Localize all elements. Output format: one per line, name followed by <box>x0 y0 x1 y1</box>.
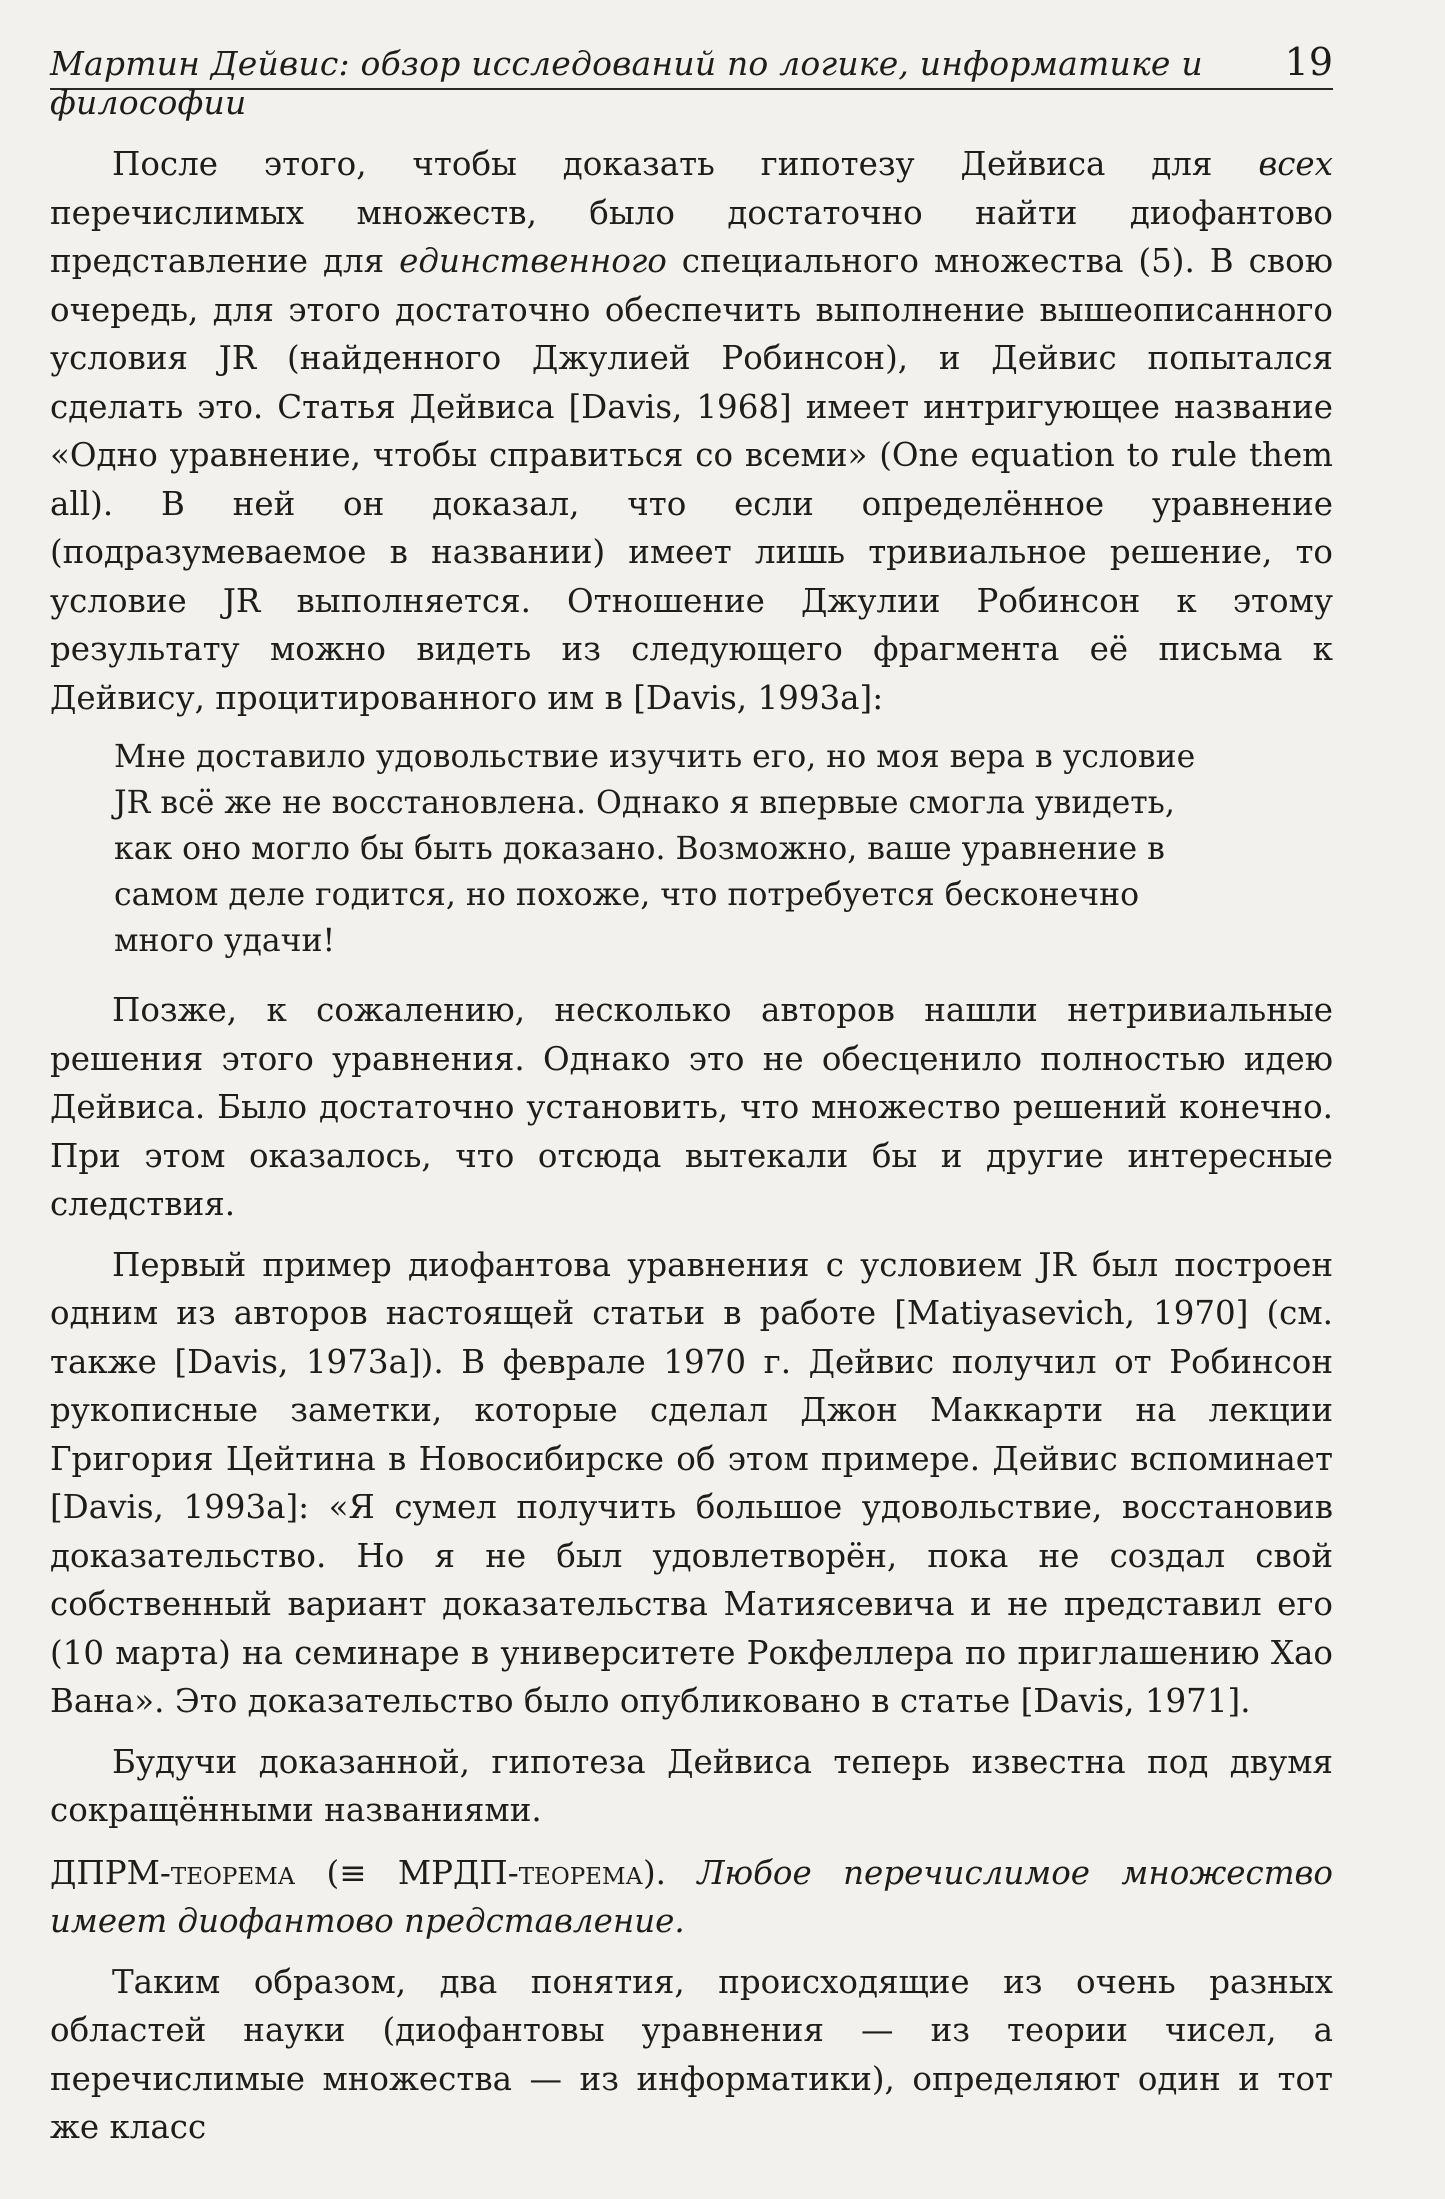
theorem-statement: Любое перечислимое множество имеет диофантово представление. <box>50 1853 1334 1940</box>
page-number: 19 <box>1284 40 1333 84</box>
paragraph-3: Первый пример диофантова уравнения с условием JR был построен одним из авторов настоящей статьи в работе [Matiyasevich, 1970] (см. также [Davis, 1973a]). В феврале 1970 г. Дейвис получил от Робинсон рукописные заметки, которые сделал Джон Маккарти на лекции Григория Цейтина в Новосибирске об этом примере. Дейвис вспоминает [Davis, 1993a]: «Я сумел получить большое удовольствие, восстановив доказательство. Но я не был удовлетворён, пока не создал свой собственный вариант доказательства Матиясевича и не представил его (10 марта) на семинаре в университете Рокфеллера по приглашению Хао Вана». Это доказательство было опубликовано в статье [Davis, 1971]. <box>50 1245 1333 1720</box>
theorem: ДПРМ-теорема (≡ МРДП-теорема). Любое перечислимое множество имеет диофантово представление. <box>50 1853 1334 1940</box>
paragraph-4: Будучи доказанной, гипотеза Дейвиса теперь известна под двумя сокращёнными названиями. <box>50 1742 1333 1829</box>
paragraph-5: Таким образом, два понятия, происходящие из очень разных областей науки (диофантовы уравнения — из теории чисел, а перечислимые множества — из информатики), определяют один и тот же класс <box>50 1962 1333 2146</box>
page-body <box>50 140 1333 2164</box>
theorem-name: ДПРМ-теорема <box>50 1853 296 1892</box>
theorem-alt-name: МРДП-теорема <box>397 1853 643 1892</box>
running-header-title: Мартин Дейвис: обзор исследований по логике, информатике и философии <box>50 44 1203 122</box>
running-header <box>50 36 1333 122</box>
paragraph-2: Позже, к сожалению, несколько авторов нашли нетривиальные решения этого уравнения. Однако это не обесценило полностью идею Дейвиса. Было достаточно установить, что множество решений конечно. При этом оказалось, что отсюда вытекали бы и другие интересные следствия. <box>50 991 1333 1223</box>
block-quote: Мне доставило удовольствие изучить его, но моя вера в условие JR всё же не восстановлена. Однако я впервые смогла увидеть, как оно могло бы быть доказано. Возможно, ваше уравнение в самом деле годится, но похоже, что потребуется бесконечно много удачи! <box>114 739 1196 959</box>
paragraph-1: После этого, чтобы доказать гипотезу Дейвиса для всех перечислимых множеств, было достаточно найти диофантово представление для единственного специального множества (5). В свою очередь, для этого достаточно обеспечить выполнение вышеописанного условия JR (найденного Джулией Робинсон), и Дейвис попытался сделать это. Статья Дейвиса [Davis, 1968] имеет интригующее название «Одно уравнение, чтобы справиться со всеми» (One equation to rule them all). В ней он доказал, что если определённое уравнение (подразумеваемое в названии) имеет лишь тривиальное решение, то условие JR выполняется. Отношение Джулии Робинсон к этому результату можно видеть из следующего фрагмента её письма к Дейвису, процитированного им в [Davis, 1993a]: <box>50 145 1333 717</box>
